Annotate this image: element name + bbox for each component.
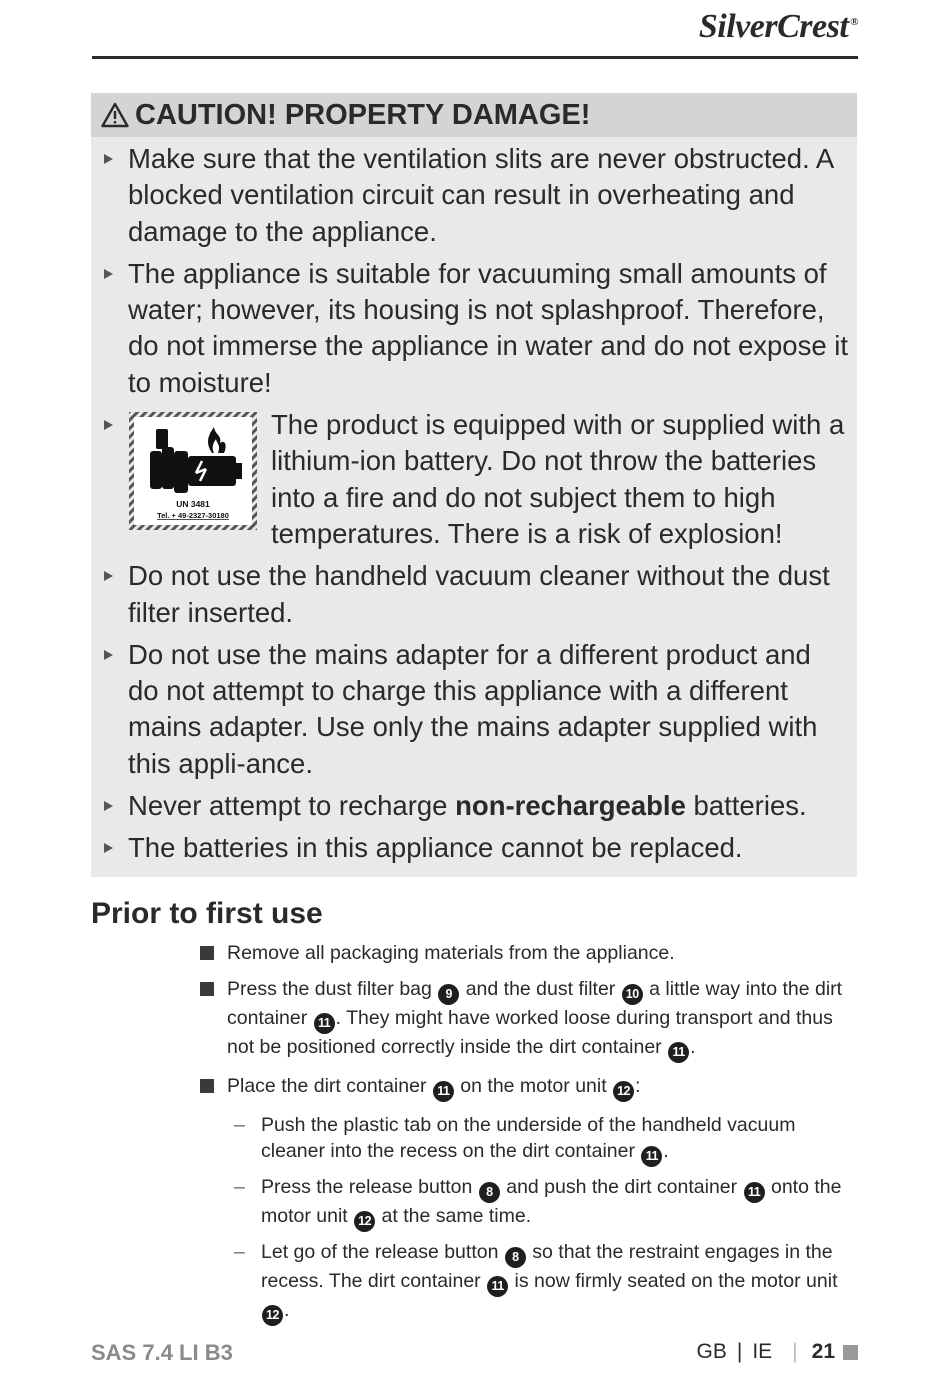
caution-item: [91, 141, 857, 250]
dash-bullet: –: [234, 1114, 245, 1136]
substep-text: is now firmly seated on the motor unit: [514, 1270, 838, 1292]
step-text: Remove all packaging materials from the appliance.: [227, 942, 675, 964]
footer-language-ie: IE: [752, 1340, 773, 1363]
page-marker-icon: [843, 1345, 858, 1360]
warning-triangle-icon: [101, 102, 129, 128]
caution-item-text: The product is equipped with or supplied with a lithium-ion battery. Do not throw the batteries into a fire and do not subject them to high temperatures. There is a risk of explosion!: [271, 409, 845, 549]
part-number-badge: 8: [479, 1182, 500, 1203]
part-number-badge: 11: [744, 1182, 765, 1203]
caution-item-text: Do not use the mains adapter for a different product and do not attempt to charge this appliance with a different mains adapter. Use only the mains adapter supplied with this appli-ance.: [128, 638, 818, 779]
caution-item-text: Never attempt to recharge: [128, 790, 448, 822]
caution-title: CAUTION! PROPERTY DAMAGE!: [135, 98, 591, 131]
caution-item: [91, 558, 857, 631]
substep-text: Let go of the release button: [261, 1241, 499, 1263]
footer-model-number: SAS 7.4 LI B3: [91, 1340, 233, 1365]
bullet-arrow-icon: [104, 843, 113, 853]
step-text: Press the dust filter bag: [227, 978, 432, 1000]
bullet-arrow-icon: [104, 650, 113, 660]
step-item: [198, 1073, 863, 1326]
section-title: Prior to first use: [91, 897, 323, 930]
step-text: :: [635, 1075, 641, 1097]
footer-language-gb: GB: [696, 1340, 727, 1363]
caution-item-text: batteries.: [693, 790, 807, 822]
part-number-badge: 11: [314, 1013, 335, 1034]
part-number-badge: 12: [354, 1211, 375, 1232]
caution-item: [91, 256, 857, 401]
caution-item: [91, 830, 857, 866]
registered-mark: ®: [850, 15, 858, 28]
lithium-battery-warning-label-icon: [128, 411, 258, 531]
steps-list: [198, 940, 863, 1336]
square-bullet-icon: [200, 982, 214, 996]
caution-item-text: The appliance is suitable for vacuuming small amounts of water; however, its housing is not splashproof. Therefore, do not immerse the appliance in water and do not expose it to moisture!: [128, 257, 849, 398]
header-rule: [92, 56, 858, 59]
substep-text: .: [663, 1140, 669, 1162]
part-number-badge: 11: [433, 1081, 454, 1102]
step-item: [198, 976, 863, 1063]
substep-text: at the same time.: [381, 1205, 532, 1227]
caution-item: [91, 788, 857, 824]
footer-page-info: [697, 1340, 858, 1364]
substeps-list: [227, 1112, 863, 1326]
part-number-badge: 11: [641, 1146, 662, 1167]
step-item: [198, 940, 863, 966]
part-number-badge: 8: [505, 1247, 526, 1268]
substep-item: [227, 1174, 863, 1232]
part-number-badge: 11: [487, 1276, 508, 1297]
part-number-badge: 12: [262, 1305, 283, 1326]
substep-text: .: [284, 1299, 290, 1321]
substep-text: Push the plastic tab on the underside of the handheld vacuum cleaner into the recess on the dirt container: [261, 1114, 796, 1162]
step-text: .: [690, 1036, 696, 1058]
caution-item-text: The batteries in this appliance cannot be replaced.: [128, 832, 743, 864]
substep-text: onto the motor unit: [261, 1176, 842, 1227]
battery-label-tel: Tel. + 49-2327-30180: [157, 511, 229, 521]
part-number-badge: 9: [438, 984, 459, 1005]
square-bullet-icon: [200, 946, 214, 960]
bullet-arrow-icon: [104, 154, 113, 164]
footer-separator: |: [792, 1340, 798, 1363]
brand-logo: [699, 8, 858, 46]
part-number-badge: 12: [613, 1081, 634, 1102]
step-text: a little way into the dirt container: [227, 978, 843, 1029]
brand-name: SilverCrest: [698, 8, 849, 45]
part-number-badge: 10: [622, 984, 643, 1005]
substep-item: [227, 1239, 863, 1326]
caution-list: [91, 137, 857, 867]
substep-text: Press the release button: [261, 1176, 473, 1198]
caution-header: [91, 93, 857, 137]
caution-item-text: Do not use the handheld vacuum cleaner without the dust filter inserted.: [128, 560, 830, 628]
caution-item: [91, 637, 857, 782]
step-text: on the motor unit: [460, 1075, 607, 1097]
bullet-arrow-icon: [104, 571, 113, 581]
caution-item-text: Make sure that the ventilation slits are never obstructed. A blocked ventilation circuit can result in overheating and damage to the appliance.: [128, 143, 833, 247]
substep-item: [227, 1112, 863, 1167]
step-text: and the dust filter: [465, 978, 616, 1000]
square-bullet-icon: [200, 1079, 214, 1093]
step-text: Place the dirt container: [227, 1075, 427, 1097]
caution-box: [91, 93, 857, 877]
step-text: . They might have worked loose during transport and thus not be positioned correctly inside the dirt container: [227, 1007, 833, 1058]
caution-item-bold: non-rechargeable: [455, 790, 686, 822]
caution-item-battery: [91, 407, 857, 552]
page-number: 21: [811, 1340, 835, 1363]
bullet-arrow-icon: [104, 801, 113, 811]
dash-bullet: –: [234, 1176, 245, 1198]
battery-label-un: UN 3481: [176, 499, 210, 510]
bullet-arrow-icon: [104, 420, 113, 430]
bullet-arrow-icon: [104, 269, 113, 279]
substep-text: and push the dirt container: [506, 1176, 738, 1198]
substep-text: so that the restraint engages in the recess. The dirt container: [261, 1241, 833, 1292]
part-number-badge: 11: [668, 1042, 689, 1063]
dash-bullet: –: [234, 1241, 245, 1263]
footer-separator: |: [736, 1340, 743, 1363]
